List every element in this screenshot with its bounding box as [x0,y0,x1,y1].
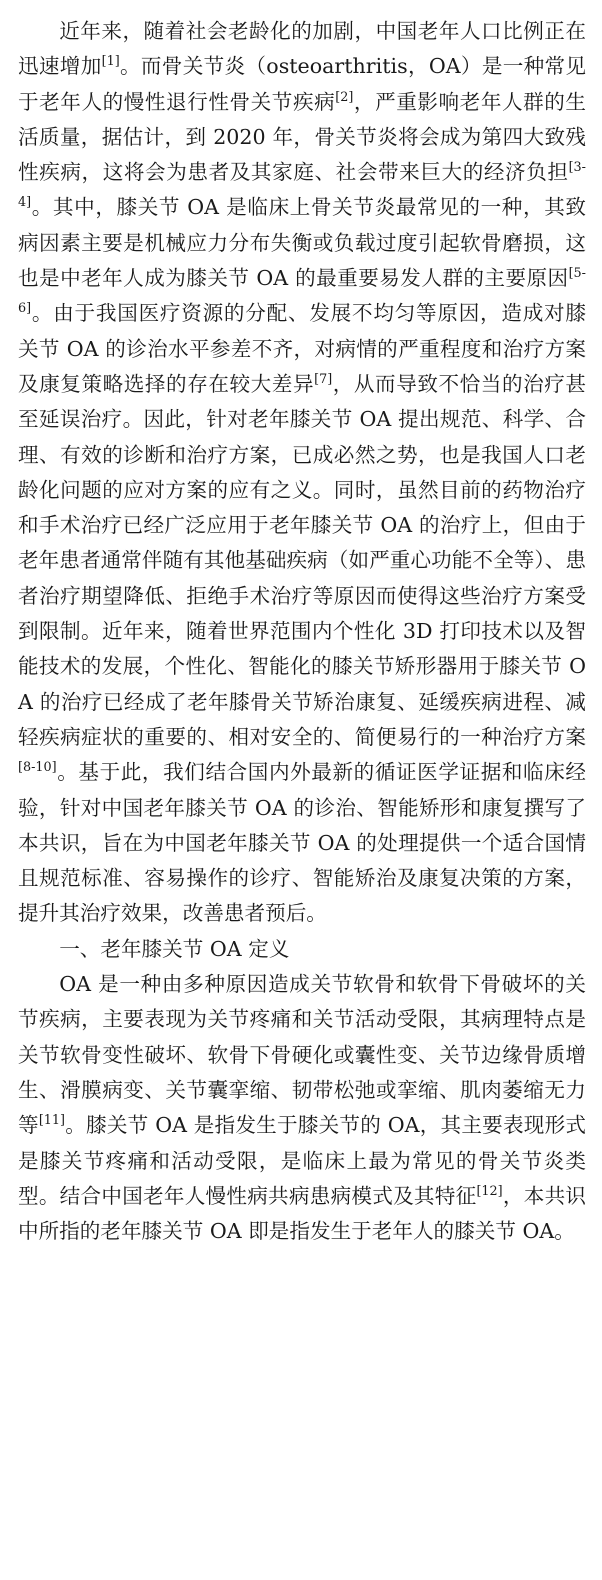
paragraph-text: 。膝关节 OA 是指发生于膝关节的 OA，其主要表现形式是膝关节疼痛和活动受限，是临床上最为常见的骨关节炎类型。结合中国老年人慢性病共病患病模式及其特征 [18,1113,586,1208]
citation-ref-2: [2] [335,89,354,105]
citation-ref-5-6: [5-6] [18,266,586,317]
paragraph-text: ，从而导致不恰当的治疗甚至延误治疗。因此，针对老年膝关节 OA 提出规范、科学、合理、有效的诊断和治疗方案，已成必然之势，也是我国人口老龄化问题的应对方案的应有之义。同时，虽然目前的药物治疗和手术治疗已经广泛应用于老年膝关节 OA 的治疗上，但由于老年患者通常伴随有其他基础疾病（如严重心功能不全等）、患者治疗期望降低、拒绝手术治疗等原因而使得这些治疗方案受到限制。近年来，随着世界范围内个性化 3D 打印技术以及智能技术的发展，个性化、智能化的膝关节矫形器用于膝关节 OA 的治疗已经成了老年膝骨关节矫治康复、延缓疾病进程、减轻疾病症状的重要的、相对安全的、简便易行的一种治疗方案 [18,371,587,749]
paragraph-text: ，严重影响老年人群的生活质量，据估计，到 2020 年，骨关节炎将会成为第四大致残性疾病，这将会为患者及其家庭、社会带来巨大的经济负担 [18,89,587,185]
paragraph-text: 近年来，随着社会老龄化的加剧，中国老年人口比例正在迅速增加 [18,19,586,79]
paragraph-definition-1 [18,967,586,1249]
citation-ref-12: [12] [476,1183,503,1199]
section-heading-definition: 一、老年膝关节 OA 定义 [59,936,290,961]
citation-ref-1: [1] [101,54,120,70]
citation-ref-3-4: [3-4] [18,160,586,211]
paragraph-intro-1 [18,14,586,932]
paragraph-text: 。其中，膝关节 OA 是临床上骨关节炎最常见的一种，其致病因素主要是机械应力分布失衡或负载过度引起软骨磨损，这也是中老年人成为膝关节 OA 的最重要易发人群的主要原因 [18,195,586,291]
citation-ref-8-10: [8-10] [18,760,57,776]
paragraph-text: OA 是一种由多种原因造成关节软骨和软骨下骨破坏的关节疾病，主要表现为关节疼痛和关节活动受限，其病理特点是关节软骨变性破坏、软骨下骨硬化或囊性变、关节边缘骨质增生、滑膜病变、关节囊挛缩、韧带松弛或挛缩、肌肉萎缩无力等 [18,972,586,1138]
paragraph-text: 。由于我国医疗资源的分配、发展不均匀等原因，造成对膝关节 OA 的诊治水平参差不齐，对病情的严重程度和治疗方案及康复策略选择的存在较大差异 [18,301,586,396]
text-column [18,14,586,1249]
citation-ref-7: [7] [314,372,333,388]
paragraph-text: 。基于此，我们结合国内外最新的循证医学证据和临床经验，针对中国老年膝关节 OA 的诊治、智能矫形和康复撰写了本共识，旨在为中国老年膝关节 OA 的处理提供一个适合国情且规范标准、容易操作的诊疗、智能矫治及康复决策的方案，提升其治疗效果，改善患者预后。 [18,760,586,926]
citation-ref-11: [11] [38,1113,66,1129]
paragraph-text: 。而骨关节炎（osteoarthritis，OA）是一种常见于老年人的慢性退行性骨关节疾病 [18,54,587,114]
paragraph-text: ，本共识中所指的老年膝关节 OA 即是指发生于老年人的膝关节 OA。 [18,1183,587,1244]
